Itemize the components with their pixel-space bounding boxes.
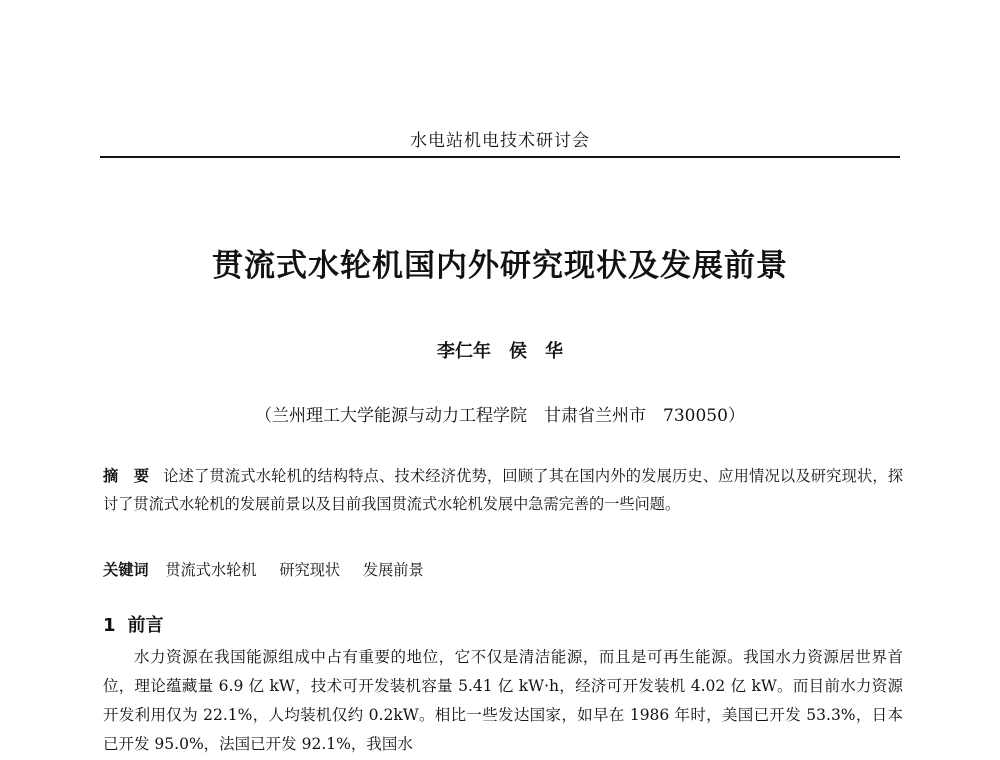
abstract-label: 摘 要	[103, 467, 150, 485]
keywords	[103, 558, 903, 582]
abstract-text: 论述了贯流式水轮机的结构特点、技术经济优势，回顾了其在国内外的发展历史、应用情况以及研究现状，探讨了贯流式水轮机的发展前景以及目前我国贯流式水轮机发展中急需完善的一些问题。	[103, 467, 904, 513]
authors: 李仁年 侯 华	[437, 341, 563, 362]
keyword-item: 研究现状	[279, 561, 341, 579]
keyword-item: 发展前景	[362, 561, 424, 579]
affiliation: （兰州理工大学能源与动力工程学院 甘肃省兰州市 730050）	[255, 406, 745, 426]
keyword-item: 贯流式水轮机	[165, 561, 257, 579]
running-header: 水电站机电技术研讨会	[410, 131, 590, 151]
paper-title: 贯流式水轮机国内外研究现状及发展前景	[212, 248, 788, 284]
keywords-label: 关键词	[103, 561, 149, 579]
section-number: 1	[103, 615, 116, 636]
section-heading	[103, 611, 164, 637]
abstract	[103, 462, 903, 518]
header-rule	[100, 156, 900, 158]
body-paragraph: 水力资源在我国能源组成中占有重要的地位，它不仅是清洁能源，而且是可再生能源。我国水力资源居世界首位，理论蕴藏量 6.9 亿 kW，技术可开发装机容量 5.41 亿 kW·h，经济可开发装机 4.02 亿 kW。而目前水力资源开发利用仅为 22.1%，人均装机仅约 0.2kW。相比一些发达国家，如早在 1986 年时，美国已开发 53.3%，日本已开发 95.0%，法国已开发 92.1%，我国水	[103, 648, 903, 753]
section-title: 前言	[127, 615, 164, 636]
